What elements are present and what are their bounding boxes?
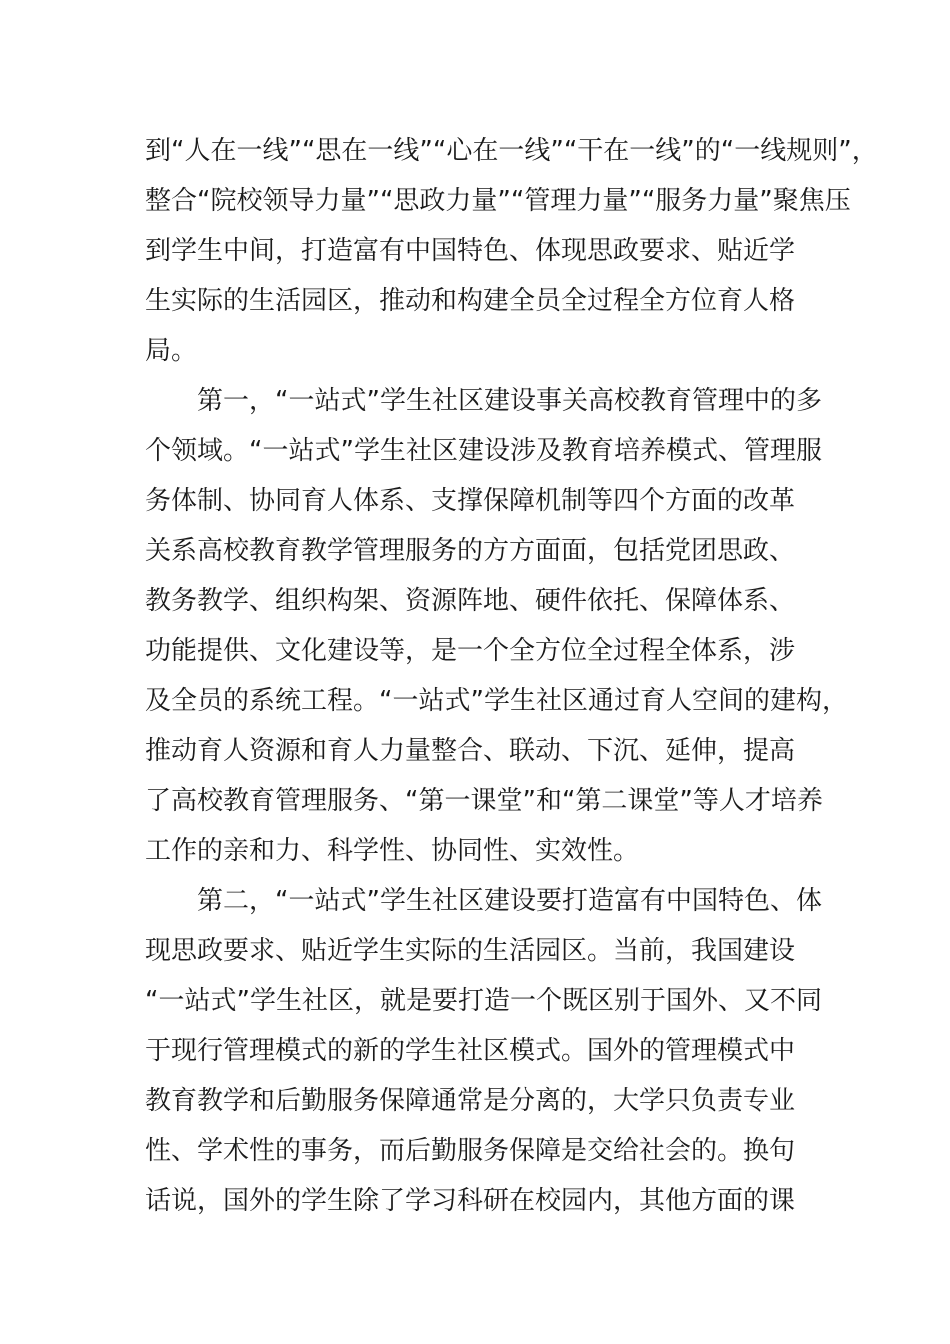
paragraph-first — [145, 376, 848, 876]
text-line: 个领域。“一站式”学生社区建设涉及教育培养模式、管理服 — [145, 436, 822, 466]
paragraph-second — [145, 876, 845, 1226]
text-line: 第一，“一站式”学生社区建设事关高校教育管理中的多 — [197, 386, 822, 416]
text-line: 生实际的生活园区，推动和构建全员全过程全方位育人格 — [145, 286, 796, 316]
text-line: “一站式”学生社区，就是要打造一个既区别于国外、又不同 — [145, 986, 822, 1016]
text-line: 务体制、协同育人体系、支撑保障机制等四个方面的改革 — [145, 486, 796, 516]
text-line: 现思政要求、贴近学生实际的生活园区。当前，我国建设 — [145, 936, 796, 966]
text-line: 于现行管理模式的新的学生社区模式。国外的管理模式中 — [145, 1036, 796, 1066]
paragraph-intro — [145, 126, 878, 376]
text-line: 到“人在一线”“思在一线”“心在一线”“干在一线”的“一线规则”， — [145, 136, 878, 166]
text-line: 及全员的系统工程。“一站式”学生社区通过育人空间的建构， — [145, 686, 848, 716]
text-line: 到学生中间，打造富有中国特色、体现思政要求、贴近学 — [145, 236, 796, 266]
text-line: 功能提供、文化建设等，是一个全方位全过程全体系，涉 — [145, 636, 796, 666]
text-line: 教育教学和后勤服务保障通常是分离的，大学只负责专业 — [145, 1086, 796, 1116]
text-line: 了高校教育管理服务、“第一课堂”和“第二课堂”等人才培养 — [145, 786, 823, 816]
text-line: 工作的亲和力、科学性、协同性、实效性。 — [145, 836, 640, 866]
text-line: 话说，国外的学生除了学习科研在校园内，其他方面的课 — [145, 1186, 796, 1216]
text-line: 性、学术性的事务，而后勤服务保障是交给社会的。换句 — [145, 1136, 796, 1166]
text-line: 局。 — [145, 336, 198, 366]
body-text — [145, 126, 878, 1226]
text-line: 整合“院校领导力量”“思政力量”“管理力量”“服务力量”聚焦压 — [145, 186, 851, 216]
text-line: 关系高校教育教学管理服务的方方面面，包括党团思政、 — [145, 536, 796, 566]
text-line: 教务教学、组织构架、资源阵地、硬件依托、保障体系、 — [145, 586, 796, 616]
text-line: 推动育人资源和育人力量整合、联动、下沉、延伸，提高 — [145, 736, 796, 766]
text-line: 第二，“一站式”学生社区建设要打造富有中国特色、体 — [197, 886, 822, 916]
